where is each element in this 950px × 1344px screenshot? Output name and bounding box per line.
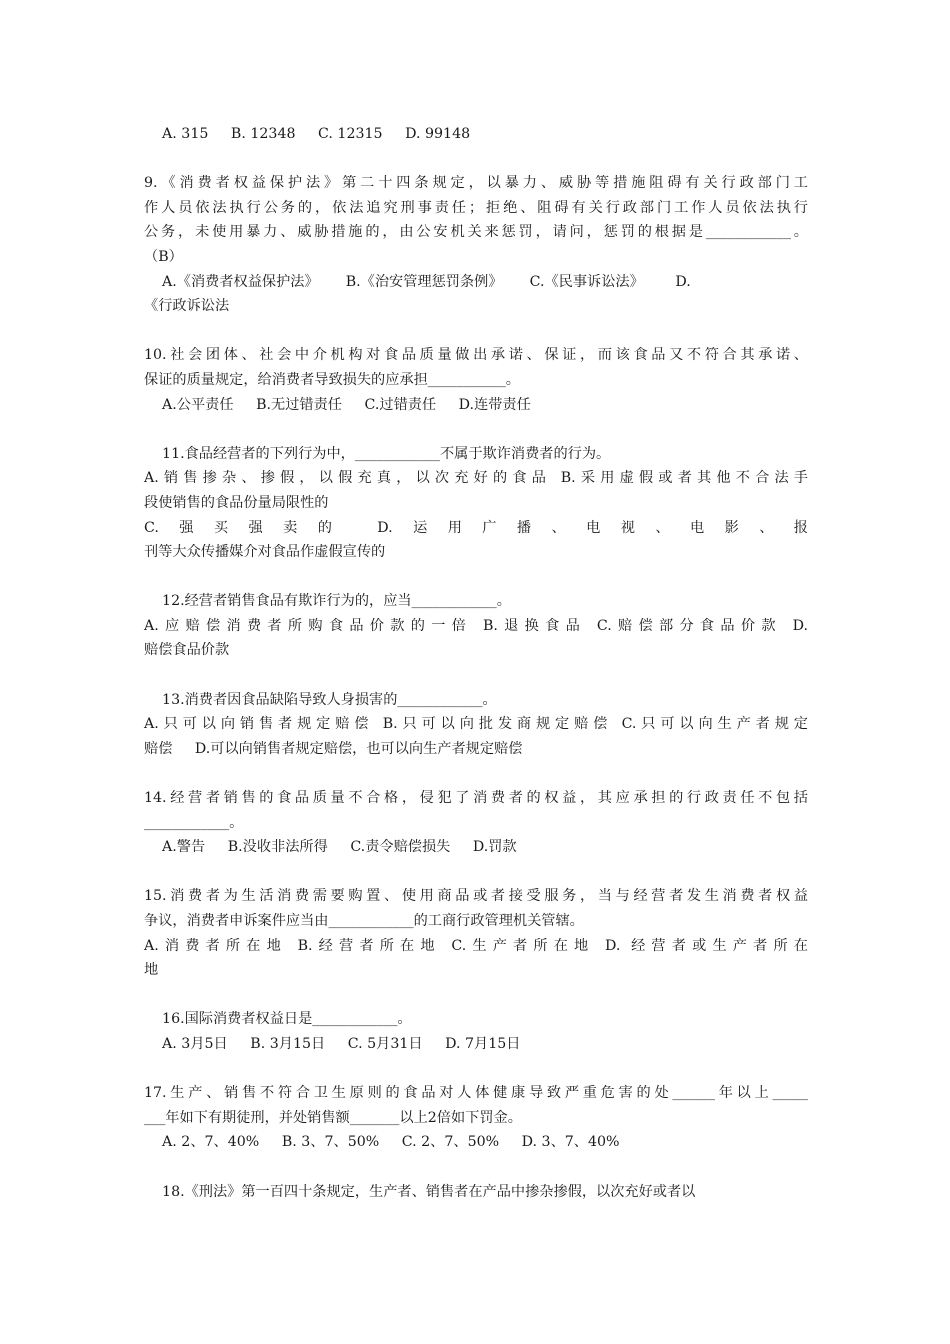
paragraph-gap <box>144 417 808 442</box>
text-line: 10.社会团体、社会中介机构对食品质量做出承诺、保证，而该食品又不符合其承诺、 <box>144 347 808 364</box>
text-line: 18.《刑法》第一百四十条规定，生产者、销售者在产品中掺杂掺假，以次充好或者以 <box>144 1183 696 1200</box>
paragraph-gap <box>144 663 808 688</box>
paragraph-gap <box>144 761 808 786</box>
text-line: 保证的质量规定，给消费者导致损失的应承担___________。 <box>144 371 520 388</box>
text-line: 作人员依法执行公务的，依法追究刑事责任；拒绝、阻碍有关行政部门工作人员依法执行 <box>144 199 808 216</box>
paragraph-gap <box>144 1057 808 1082</box>
text-line: A.警告 B.没收非法所得 C.责令赔偿损失 D.罚款 <box>144 839 517 856</box>
text-line: 17.生产、销售不符合卫生原则的食品对人体健康导致严重危害的处______年以上_____ <box>144 1085 808 1102</box>
text-line: 12.经营者销售食品有欺诈行为的，应当____________。 <box>144 593 511 610</box>
text-line: A. 2、7、40% B. 3、7、50% C. 2、7、50% D. 3、7、40% <box>144 1134 620 1151</box>
text-line: （B） <box>144 248 183 265</box>
text-line: A. 315 B. 12348 C. 12315 D. 99148 <box>144 126 471 142</box>
text-line: 13.消费者因食品缺陷导致人身损害的____________。 <box>144 691 497 708</box>
text-line: 赔偿食品价款 <box>144 642 230 659</box>
paragraph-gap <box>144 319 808 344</box>
text-line: A.应赔偿消费者所购食品价款的一倍 B.退换食品 C.赔偿部分食品价款 D. <box>144 617 808 634</box>
text-line: A.销售掺杂、掺假，以假充真，以次充好的食品 B.采用虚假或者其他不合法手 <box>144 470 808 487</box>
text-line: 14.经营者销售的食品质量不合格，侵犯了消费者的权益，其应承担的行政责任不包括 <box>144 790 808 807</box>
text-line: 16.国际消费者权益日是____________。 <box>144 1011 412 1028</box>
paragraph-gap <box>144 147 808 172</box>
paragraph-gap <box>144 565 808 590</box>
text-line: C.强买强卖的 D.运用广播、电视、电影、报 <box>144 519 808 536</box>
document-page <box>144 122 808 1204</box>
text-line: 刊等大众传播媒介对食品作虚假宣传的 <box>144 544 386 561</box>
text-line: 地 <box>144 962 159 979</box>
paragraph-gap <box>144 860 808 885</box>
text-line: 公务，未使用暴力、威胁措施的，由公安机关来惩罚，请问，惩罚的根据是____________。 <box>144 224 808 241</box>
text-line: A. 3月5日 B. 3月15日 C. 5月31日 D. 7月15日 <box>144 1035 521 1052</box>
text-line: A.只可以向销售者规定赔偿 B.只可以向批发商规定赔偿 C.只可以向生产者规定 <box>144 716 808 733</box>
paragraph-gap <box>144 983 808 1008</box>
text-line: 赔偿 D.可以向销售者规定赔偿，也可以向生产者规定赔偿 <box>144 740 523 757</box>
text-line: 15.消费者为生活消费需要购置、使用商品或者接受服务，当与经营者发生消费者权益 <box>144 888 808 905</box>
text-line: 《行政诉讼法 <box>144 298 230 315</box>
text-line: A.公平责任 B.无过错责任 C.过错责任 D.连带责任 <box>144 396 531 413</box>
text-line: 9.《消费者权益保护法》第二十四条规定，以暴力、威胁等措施阻碍有关行政部门工 <box>144 175 808 192</box>
paragraph-gap <box>144 1155 808 1180</box>
text-line: 争议，消费者申诉案件应当由____________的工商行政管理机关管辖。 <box>144 913 584 929</box>
text-line: ___年如下有期徒刑，并处销售额_______以上2倍如下罚金。 <box>144 1109 522 1126</box>
text-line: 11.食品经营者的下列行为中，____________不属于欺诈消费者的行为。 <box>144 445 611 462</box>
text-line: A.《消费者权益保护法》 B.《治安管理惩罚条例》 C.《民事诉讼法》 D. <box>144 273 691 290</box>
text-line: 段使销售的食品份量局限性的 <box>144 494 329 511</box>
text-line: ____________。 <box>144 814 244 831</box>
text-line: A.消费者所在地 B.经营者所在地 C.生产者所在地 D. 经营者或生产者所在 <box>144 937 808 954</box>
